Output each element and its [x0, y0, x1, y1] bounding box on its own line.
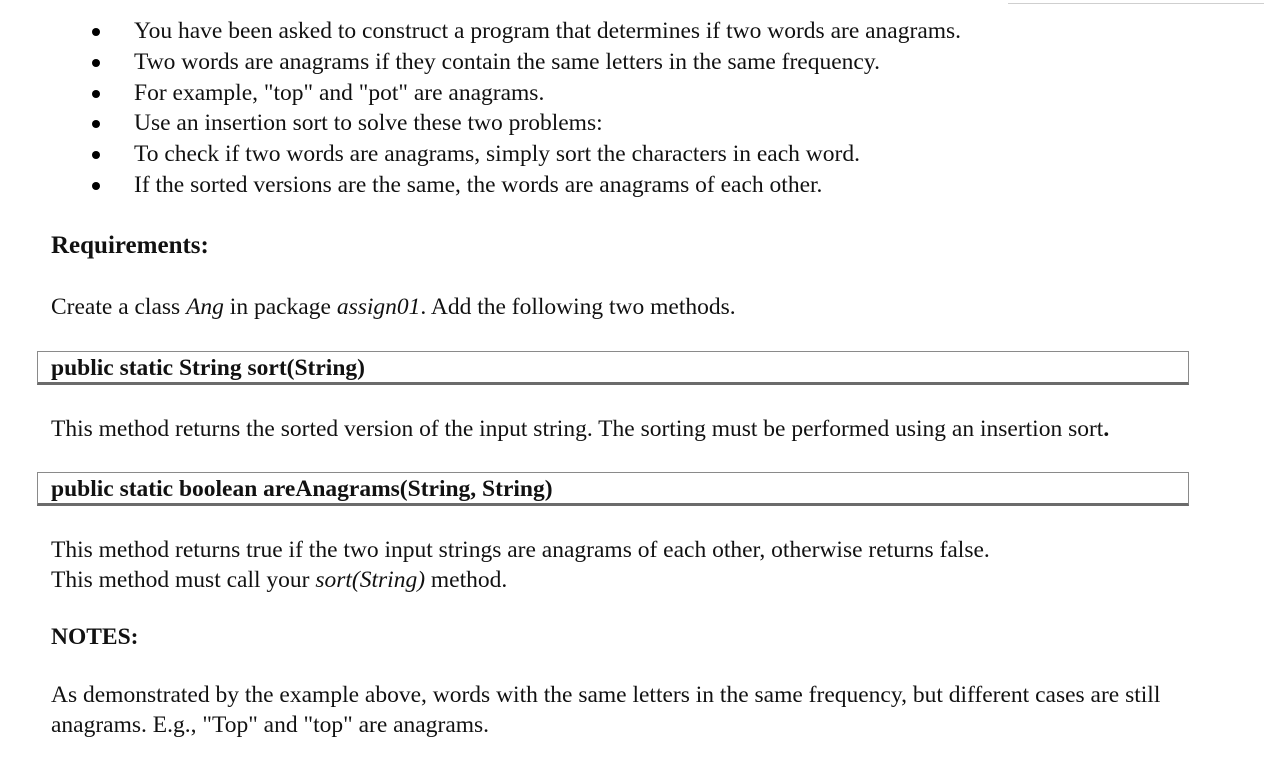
- bullet-text: Two words are anagrams if they contain the same letters in the same frequency.: [134, 48, 880, 75]
- top-right-rule: [1008, 3, 1264, 4]
- bullet-dot-icon: [92, 28, 100, 36]
- create-class-paragraph: [51, 292, 736, 322]
- notes-line1: As demonstrated by the example above, words with the same letters in the same frequency, but different cases are still: [51, 682, 1161, 708]
- sort-signature: public static String sort(String): [51, 355, 365, 381]
- sort-signature-box: [37, 351, 1189, 385]
- class-name: Ang: [186, 294, 224, 320]
- bullet-dot-icon: [92, 151, 100, 159]
- bullet-dot-icon: [92, 182, 100, 190]
- notes-line2: anagrams. E.g., "Top" and "top" are anagrams.: [51, 712, 490, 738]
- bullet-item: [0, 16, 961, 47]
- bullet-text: If the sorted versions are the same, the words are anagrams of each other.: [134, 171, 823, 198]
- bullet-item: [0, 108, 961, 139]
- bullet-dot-icon: [92, 59, 100, 67]
- create-text-pre: Create a class: [51, 294, 187, 320]
- package-name: assign01: [336, 294, 421, 320]
- sort-method-reference: sort(String): [315, 567, 426, 593]
- sort-description: [51, 414, 1109, 444]
- bullet-item: [0, 47, 961, 78]
- bullet-text: For example, "top" and "pot" are anagrams.: [134, 79, 545, 106]
- bullet-dot-icon: [92, 90, 100, 98]
- anagrams-description-line2: [51, 565, 507, 595]
- bullet-item: [0, 78, 961, 109]
- create-text-post: . Add the following two methods.: [420, 294, 736, 320]
- requirements-heading: Requirements:: [51, 232, 209, 259]
- notes-heading: NOTES:: [51, 624, 139, 650]
- anagrams-signature: public static boolean areAnagrams(String, String): [51, 476, 553, 502]
- create-text-mid: in package: [223, 294, 337, 320]
- bullet-text: You have been asked to construct a program that determines if two words are anagrams.: [134, 18, 962, 44]
- bullet-item: [0, 139, 961, 170]
- bullet-text: Use an insertion sort to solve these two problems:: [134, 110, 603, 137]
- anagrams-signature-box: [37, 472, 1189, 506]
- anagrams-description-line1: This method returns true if the two input strings are anagrams of each other, otherwise returns false.: [51, 537, 990, 563]
- anagrams-line2-pre: This method must call your: [51, 567, 316, 593]
- intro-bullet-list: [0, 16, 961, 201]
- bullet-text: To check if two words are anagrams, simply sort the characters in each word.: [134, 141, 860, 168]
- bullet-dot-icon: [92, 120, 100, 128]
- bullet-item: [0, 170, 961, 201]
- sort-description-text: This method returns the sorted version of the input string. The sorting must be performed using an insertion sort: [51, 416, 1104, 442]
- sort-description-period: .: [1103, 416, 1110, 442]
- anagrams-line2-post: method.: [425, 567, 508, 593]
